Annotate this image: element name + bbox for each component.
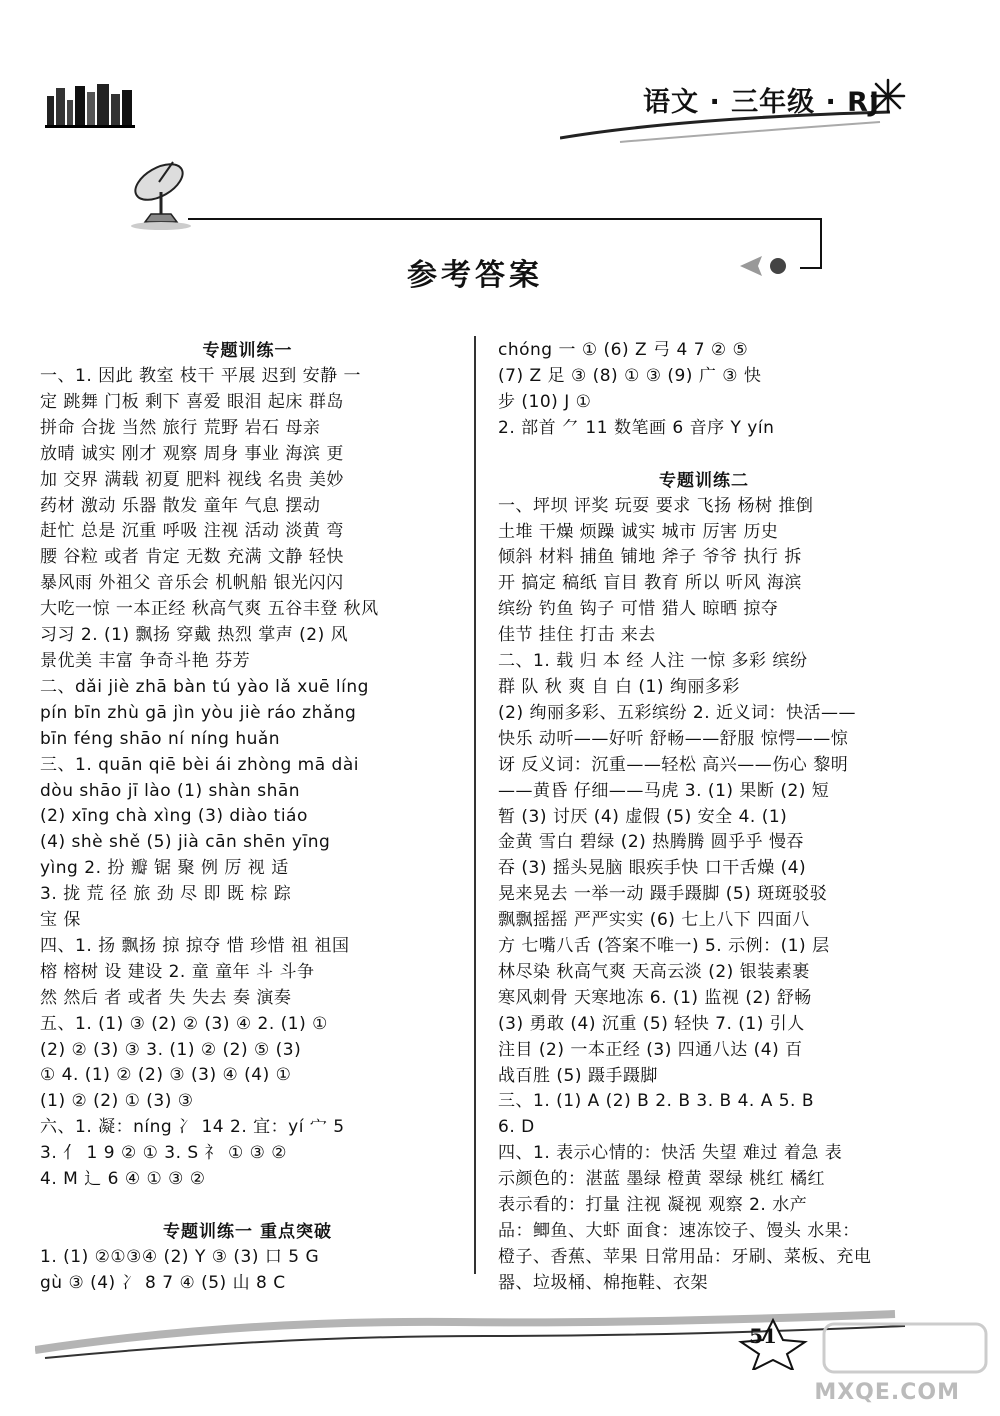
section-body — [498, 338, 910, 442]
answer-line: 习习 2. (1) 飘扬 穿戴 热烈 掌声 (2) 风 — [40, 625, 349, 646]
left-column — [40, 338, 455, 1297]
answer-line: 然 然后 者 或者 失 失去 奏 演奏 — [40, 987, 292, 1008]
answer-line: 一、坪坝 评奖 玩耍 要求 飞扬 杨树 推倒 — [498, 495, 814, 516]
answer-line: 六、1. 凝：níng 冫 14 2. 宜：yí 宀 5 — [40, 1117, 345, 1138]
section-title: 专题训练一 — [202, 341, 293, 361]
arrow-left-icon — [738, 252, 794, 280]
answer-line: 注目 (2) 一本正经 (3) 四通八达 (4) 百 — [498, 1039, 803, 1060]
answer-line: 战百胜 (5) 蹑手蹑脚 — [498, 1065, 658, 1086]
answer-line: 器、垃圾桶、棉拖鞋、衣架 — [498, 1272, 708, 1293]
answer-line: 佳节 挂住 打击 来去 — [498, 625, 656, 646]
answer-line: 林尽染 秋高气爽 天高云淡 (2) 银装素裹 — [498, 961, 810, 982]
watermark-text: MXQE.COM — [814, 1380, 960, 1405]
answer-line: bīn féng shāo ní níng huǎn — [40, 728, 281, 749]
answer-line: 榕 榕树 设 建设 2. 童 童年 斗 斗争 — [40, 961, 315, 982]
answer-line: (4) shè shě (5) jià cān shēn yīng — [40, 832, 331, 853]
answer-line: (2) ② (3) ③ 3. (1) ② (2) ⑤ (3) — [40, 1039, 302, 1060]
answer-line: yìng 2. 扮 瓣 锯 聚 例 厉 视 适 — [40, 858, 289, 879]
right-column — [498, 338, 910, 1297]
answer-line: 宝 保 — [40, 910, 81, 931]
answer-line: 五、1. (1) ③ (2) ② (3) ④ 2. (1) ① — [40, 1013, 328, 1034]
answer-line: 大吃一惊 一本正经 秋高气爽 五谷丰登 秋风 — [40, 599, 379, 620]
answer-line: 飘飘摇摇 严严实实 (6) 七上八下 四面八 — [498, 910, 810, 931]
answer-line: 拼命 合拢 当然 旅行 荒野 岩石 母亲 — [40, 417, 321, 438]
answer-line: ① 4. (1) ② (2) ③ (3) ④ (4) ① — [40, 1065, 292, 1086]
answer-line: 三、1. quān qiē bèi ái zhòng mā dài — [40, 754, 359, 775]
answer-line: 3. 亻 1 9 ② ① 3. S 礻 ① ③ ② — [40, 1143, 288, 1164]
answer-line: 寒风刺骨 天寒地冻 6. (1) 监视 (2) 舒畅 — [498, 987, 812, 1008]
answer-line: 快乐 动听——好听 舒畅——舒服 惊愕——惊 — [498, 728, 849, 749]
watermark-logo — [820, 1318, 990, 1378]
subject-grade-label: 语文 · 三年级 · RJ — [643, 87, 880, 118]
answer-line: 3. 拢 荒 径 旅 劲 尽 即 既 棕 踪 — [40, 884, 292, 905]
answer-line: 四、1. 表示心情的：快活 失望 难过 着急 表 — [498, 1143, 843, 1164]
page-number: 51 — [749, 1324, 777, 1348]
answer-line: (1) ② (2) ① (3) ③ — [40, 1091, 194, 1112]
answer-line: 吞 (3) 摇头晃脑 眼疾手快 口干舌燥 (4) — [498, 858, 807, 879]
answer-line: 步 (10) J ① — [498, 391, 592, 412]
answer-line: 橙子、香蕉、苹果 日常用品：牙刷、菜板、充电 — [498, 1246, 872, 1267]
books-icon — [45, 82, 135, 128]
answer-line: 示颜色的：湛蓝 墨绿 橙黄 翠绿 桃红 橘红 — [498, 1169, 826, 1190]
answer-line: pín bīn zhù gā jìn yòu jiè ráo zhǎng — [40, 702, 357, 723]
answer-line: 腰 谷粒 或者 肯定 无数 充满 文静 轻快 — [40, 547, 344, 568]
answer-line: 暴风雨 外祖父 音乐会 机帆船 银光闪闪 — [40, 573, 344, 594]
answer-line: 三、1. (1) A (2) B 2. B 3. B 4. A 5. B — [498, 1091, 815, 1112]
answer-line: 暂 (3) 讨厌 (4) 虚假 (5) 安全 4. (1) — [498, 806, 788, 827]
answer-line: chóng 一 ① (6) Z 弓 4 7 ② ⑤ — [498, 340, 749, 360]
answer-line: 6. D — [498, 1117, 535, 1138]
section-title: 专题训练二 — [659, 470, 749, 491]
answer-line: 加 交界 满载 初夏 肥料 视线 名贵 美妙 — [40, 469, 344, 490]
star-icon — [868, 76, 908, 116]
answer-line: 土堆 干燥 烦躁 诚实 城市 厉害 历史 — [498, 521, 779, 542]
answer-line: (2) 绚丽多彩、五彩缤纷 2. 近义词：快活—— — [498, 702, 857, 723]
column-divider — [474, 336, 476, 1274]
answer-line: (7) Z 足 ③ (8) ① ③ (9) 广 ③ 快 — [498, 365, 762, 386]
answer-line: 赶忙 总是 沉重 呼吸 注视 活动 淡黄 弯 — [40, 521, 344, 542]
answer-line: 方 七嘴八舌 (答案不唯一) 5. 示例：(1) 层 — [498, 936, 830, 957]
answer-line: 一、1. 因此 教室 枝干 平展 迟到 安静 一 — [40, 366, 362, 386]
answer-line: 定 跳舞 门板 剩下 喜爱 眼泪 起床 群岛 — [40, 391, 344, 412]
page-title: 参考答案 — [407, 258, 543, 293]
answer-line: 缤纷 钓鱼 钩子 可惜 猎人 晾晒 掠夺 — [498, 599, 779, 620]
answer-line: 品：鲫鱼、大虾 面食：速冻饺子、馒头 水果： — [498, 1221, 860, 1241]
answer-line: 2. 部首 ⺈ 11 数笔画 6 音序 Y yín — [498, 417, 775, 438]
answer-line: 放晴 诚实 刚才 观察 周身 事业 海滨 更 — [40, 443, 344, 464]
section-body — [40, 1245, 455, 1297]
answer-line: 1. (1) ②①③④ (2) Y ③ (3) 口 5 G — [40, 1247, 320, 1267]
answer-line: (3) 勇敢 (4) 沉重 (5) 轻快 7. (1) 引人 — [498, 1013, 805, 1034]
section-body — [40, 364, 455, 1193]
answer-line: gù ③ (4) 冫 8 7 ④ (5) 山 8 C — [40, 1272, 286, 1293]
answer-line: 倾斜 材料 捕鱼 铺地 斧子 爷爷 执行 拆 — [498, 547, 802, 568]
answer-line: 群 队 秋 爽 自 白 (1) 绚丽多彩 — [498, 676, 740, 697]
section-body — [498, 494, 910, 1297]
answer-line: 药材 激动 乐器 散发 童年 气息 摆动 — [40, 495, 321, 516]
answer-line: 二、1. 载 归 本 经 人注 一惊 多彩 缤纷 — [498, 651, 808, 672]
answer-line: ——黄昏 仔细——马虎 3. (1) 果断 (2) 短 — [498, 780, 830, 801]
answer-line: 二、dǎi jiè zhā bàn tú yào lǎ xuē líng — [40, 676, 369, 697]
answer-line: 晃来晃去 一举一动 蹑手蹑脚 (5) 斑斑驳驳 — [498, 884, 828, 905]
answer-line: 讶 反义词：沉重——轻松 高兴——伤心 黎明 — [498, 754, 849, 775]
answer-line: 景优美 丰富 争奇斗艳 芬芳 — [40, 650, 251, 671]
answer-line: dòu shāo jī lào (1) shàn shān — [40, 780, 301, 801]
answer-line: 四、1. 扬 飘扬 掠 掠夺 惜 珍惜 祖 祖国 — [40, 935, 350, 956]
answer-line: 4. M 辶 6 ④ ① ③ ② — [40, 1169, 206, 1190]
answer-line: 开 搞定 稿纸 盲目 教育 所以 听风 海滨 — [498, 573, 802, 594]
section-title: 专题训练一 重点突破 — [163, 1222, 332, 1242]
answer-line: 金黄 雪白 碧绿 (2) 热腾腾 圆乎乎 慢吞 — [498, 832, 805, 853]
answer-line: 表示看的：打量 注视 凝视 观察 2. 水产 — [498, 1195, 808, 1216]
answer-line: (2) xīng chà xìng (3) diào tiáo — [40, 806, 308, 827]
